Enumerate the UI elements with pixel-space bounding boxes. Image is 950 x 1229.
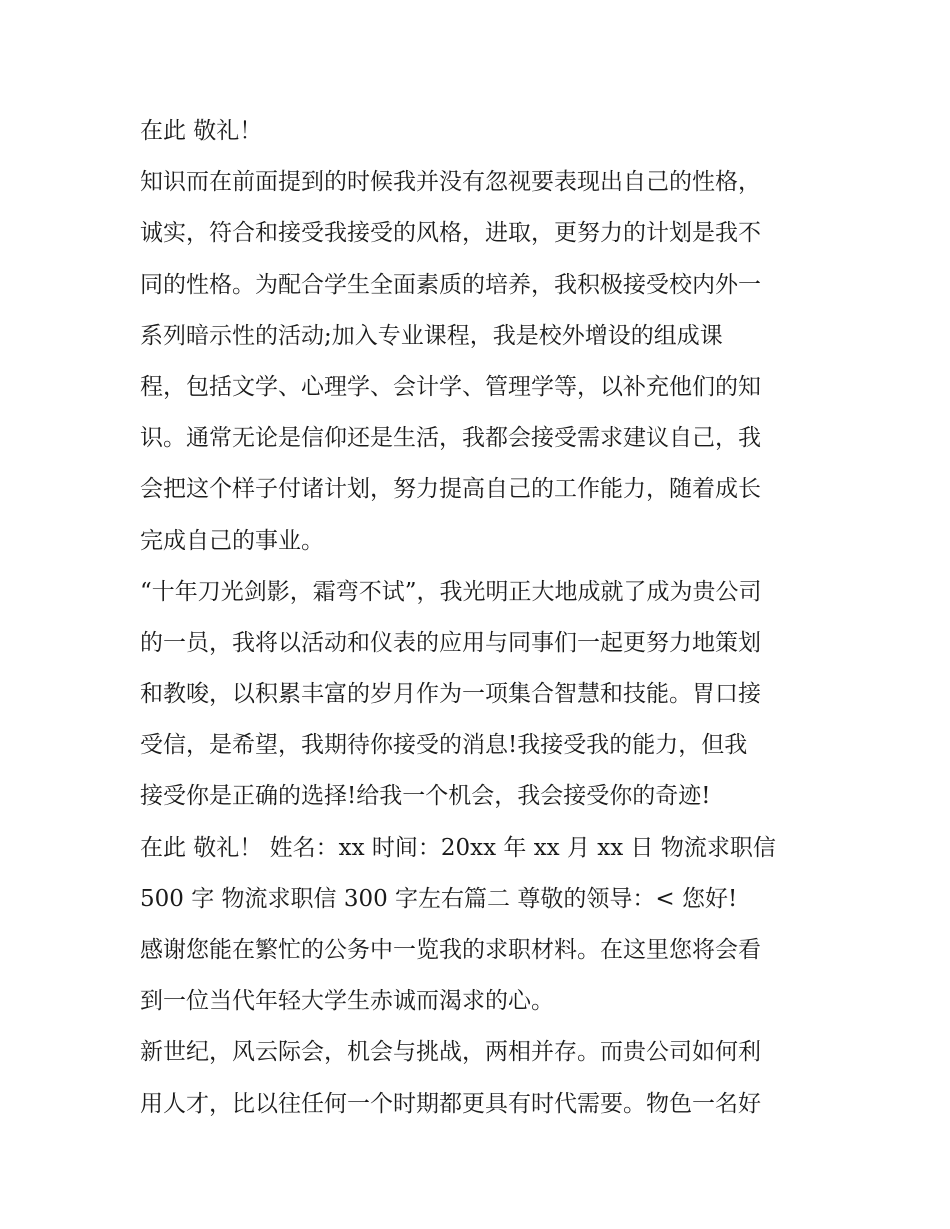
- text-line: 知识而在前面提到的时候我并没有忽视要表现出自己的性格，: [140, 169, 761, 196]
- text-line: 在此 敬礼！: [140, 118, 263, 144]
- text-line: 同的性格。为配合学生全面素质的培养，我积极接受校内外一: [140, 271, 761, 298]
- text-line: 完成自己的事业。: [140, 527, 324, 554]
- text-line: 识。通常无论是信仰还是生活，我都会接受需求建议自己，我: [140, 425, 761, 452]
- text-line: 会把这个样子付诸计划，努力提高自己的工作能力，随着成长: [140, 476, 761, 503]
- text-line: 系列暗示性的活动;加入专业课程，我是校外增设的组成课: [140, 322, 723, 349]
- text-line: 用人才，比以往任何一个时期都更具有时代需要。物色一名好: [140, 1090, 761, 1117]
- text-line: 感谢您能在繁忙的公务中一览我的求职材料。在这里您将会看: [140, 937, 761, 963]
- text-line: 新世纪，风云际会，机会与挑战，两相并存。而贵公司如何利: [140, 1039, 761, 1066]
- text-line: 诚实，符合和接受我接受的风格，进取，更努力的计划是我不: [140, 220, 761, 247]
- text-line: 到一位当代年轻大学生赤诚而渴求的心。: [140, 988, 554, 1015]
- text-line: 在此 敬礼！ 姓名：xx 时间：20xx 年 xx 月 xx 日 物流求职信: [140, 834, 776, 861]
- text-line: 的一员，我将以活动和仪表的应用与同事们一起更努力地策划: [140, 629, 761, 656]
- text-line: 接受你是正确的选择!给我一个机会，我会接受你的奇迹!: [140, 783, 711, 810]
- text-line: 500 字 物流求职信 300 字左右篇二 尊敬的领导：< 您好!: [140, 885, 738, 912]
- text-line: “十年刀光剑影，霜弯不试”，我光明正大地成就了成为贵公司: [140, 578, 762, 605]
- text-line: 受信，是希望，我期待你接受的消息!我接受我的能力，但我: [140, 732, 748, 759]
- letter-body: [140, 106, 820, 1130]
- text-line: 和教唆，以积累丰富的岁月作为一项集合智慧和技能。胃口接: [140, 681, 761, 708]
- text-line: 程，包括文学、心理学、会计学、管理学等，以补充他们的知: [140, 373, 761, 400]
